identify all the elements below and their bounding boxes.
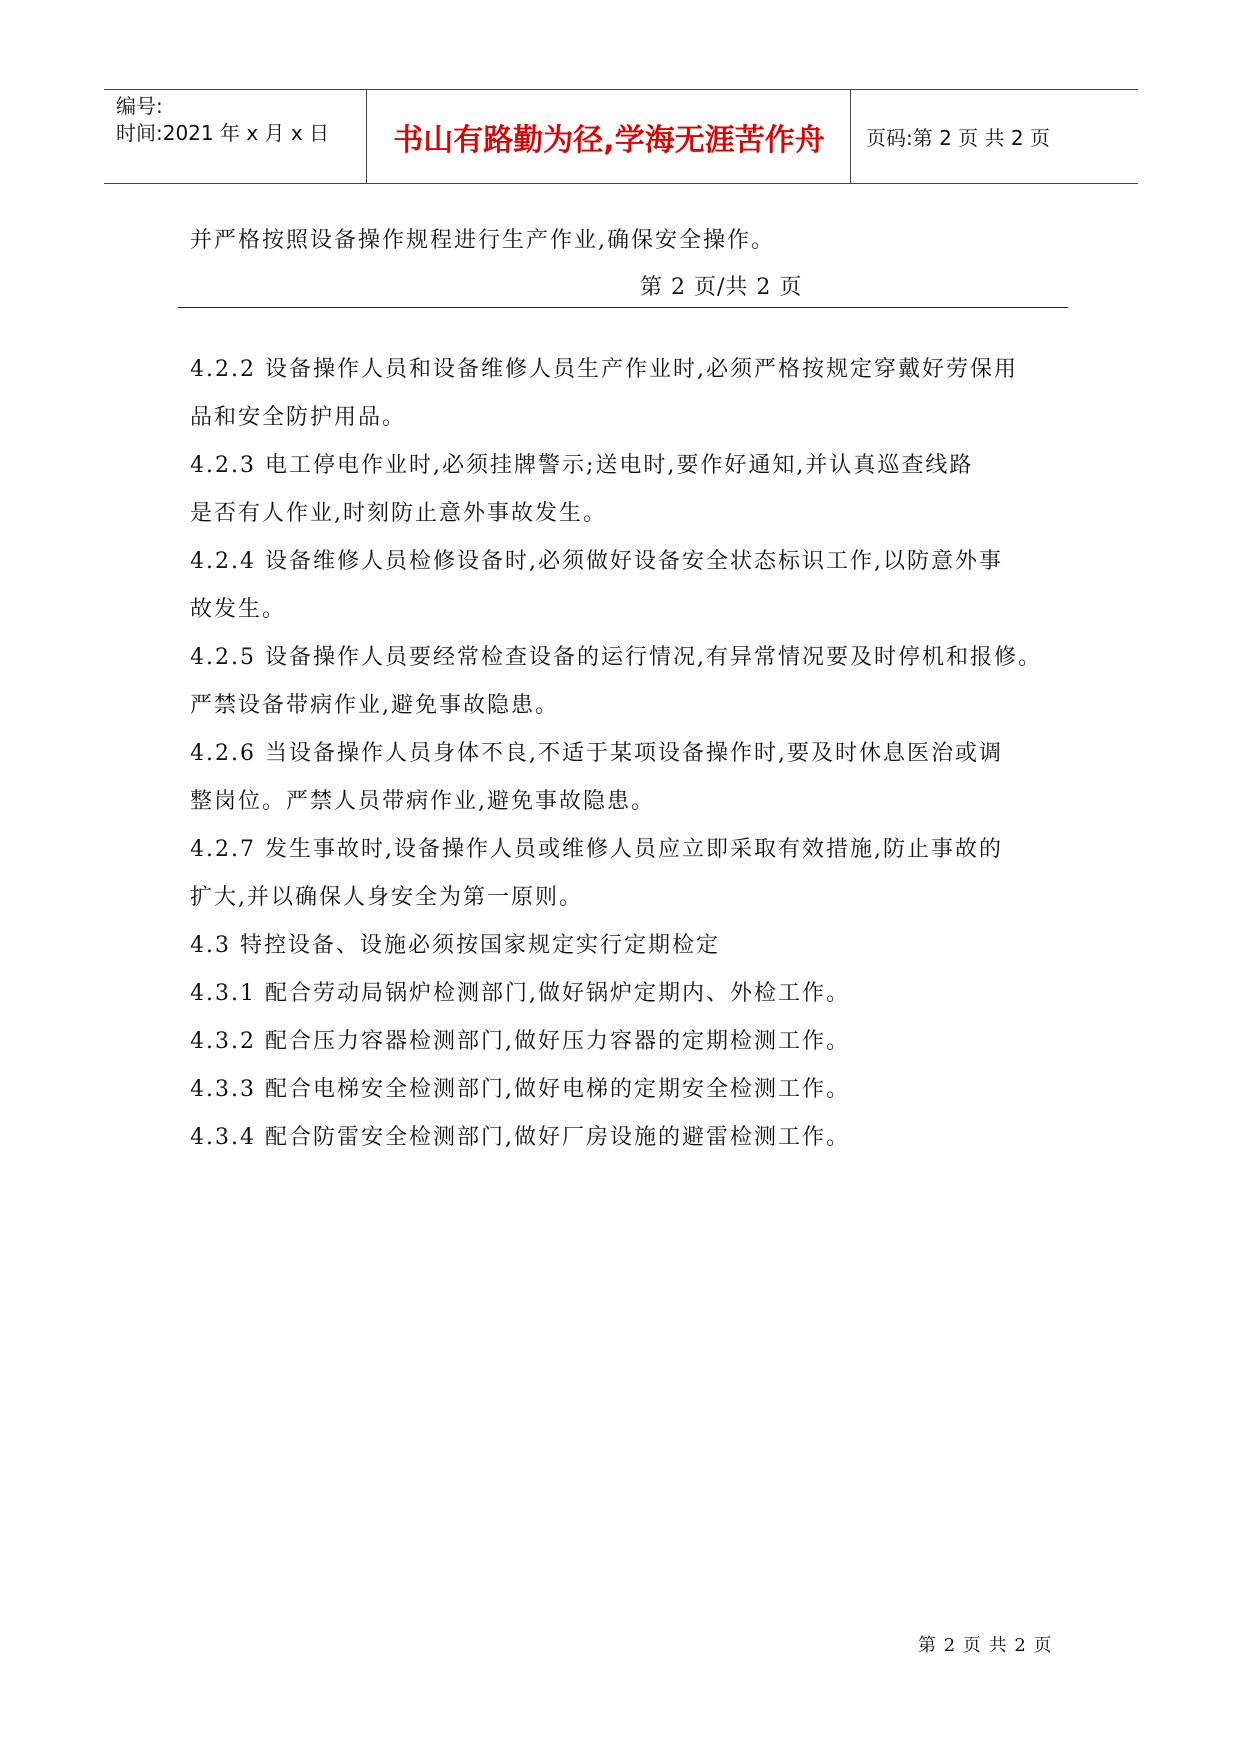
body-line: 品和安全防护用品。 bbox=[190, 405, 407, 430]
document-body bbox=[190, 346, 1068, 1162]
body-line: 严禁设备带病作业,避免事故隐患。 bbox=[190, 693, 559, 718]
body-line: 4.3.2 配合压力容器检测部门,做好压力容器的定期检测工作。 bbox=[190, 1029, 850, 1054]
body-line: 整岗位。严禁人员带病作业,避免事故隐患。 bbox=[190, 789, 655, 814]
page-footer: 第 2 页 共 2 页 bbox=[918, 1635, 1053, 1656]
body-line: 4.2.7 发生事故时,设备操作人员或维修人员应立即采取有效措施,防止事故的 bbox=[190, 837, 1003, 862]
body-line: 4.2.3 电工停电作业时,必须挂牌警示;送电时,要作好通知,并认真巡查线路 bbox=[190, 453, 974, 478]
page-header bbox=[104, 89, 1138, 184]
header-slogan: 书山有路勤为径,学海无涯苦作舟 bbox=[368, 90, 851, 183]
body-line: 4.2.5 设备操作人员要经常检查设备的运行情况,有异常情况要及时停机和报修。 bbox=[190, 645, 1042, 670]
header-meta-cell bbox=[104, 90, 367, 183]
page-divider bbox=[178, 307, 1068, 308]
body-line: 故发生。 bbox=[190, 597, 287, 622]
body-line: 4.3.1 配合劳动局锅炉检测部门,做好锅炉定期内、外检工作。 bbox=[190, 981, 850, 1006]
document-date-label: 时间:2021 年 x 月 x 日 bbox=[116, 121, 330, 145]
body-line: 4.3.4 配合防雷安全检测部门,做好厂房设施的避雷检测工作。 bbox=[190, 1125, 850, 1150]
body-line: 4.3 特控设备、设施必须按国家规定实行定期检定 bbox=[190, 933, 720, 958]
inner-page-mark: 第 2 页/共 2 页 bbox=[640, 275, 803, 300]
document-code-label: 编号: bbox=[116, 94, 163, 118]
body-line: 扩大,并以确保人身安全为第一原则。 bbox=[190, 885, 583, 910]
body-line: 4.2.4 设备维修人员检修设备时,必须做好设备安全状态标识工作,以防意外事 bbox=[190, 549, 1003, 574]
body-line: 4.2.6 当设备操作人员身体不良,不适于某项设备操作时,要及时休息医治或调 bbox=[190, 741, 1003, 766]
continued-paragraph: 并严格按照设备操作规程进行生产作业,确保安全操作。 bbox=[190, 228, 775, 253]
body-line: 是否有人作业,时刻防止意外事故发生。 bbox=[190, 501, 607, 526]
header-page-number: 页码:第 2 页 共 2 页 bbox=[866, 126, 1050, 150]
body-line: 4.2.2 设备操作人员和设备维修人员生产作业时,必须严格按规定穿戴好劳保用 bbox=[190, 357, 1018, 382]
body-line: 4.3.3 配合电梯安全检测部门,做好电梯的定期安全检测工作。 bbox=[190, 1077, 850, 1102]
